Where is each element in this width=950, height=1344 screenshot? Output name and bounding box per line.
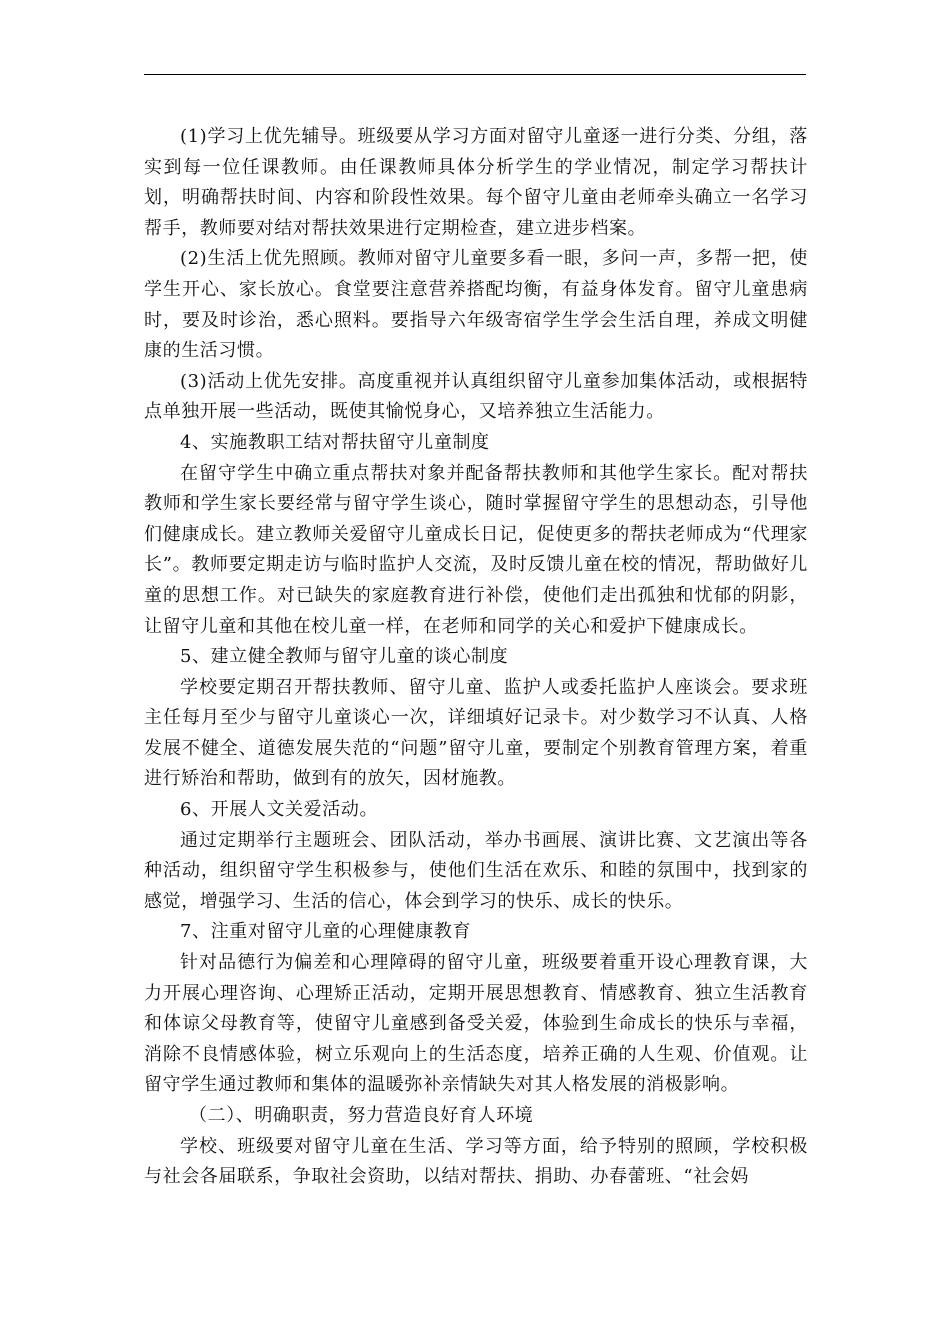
paragraph-item-7: 针对品德行为偏差和心理障碍的留守儿童，班级要着重开设心理教育课，大力开展心理咨询、心理矫正活动，定期开展思想教育、情感教育、独立生活教育和体谅父母教育等，使留守儿童感到备受关爱，体验到生命成长的快乐与幸福，消除不良情感体验，树立乐观向上的生活态度，培养正确的人生观、价值观。让留守学生通过教师和集体的温暖弥补亲情缺失对其人格发展的消极影响。 [144, 952, 808, 1096]
paragraph-life-priority: (2)生活上优先照顾。教师对留守儿童要多看一眼，多问一声，多帮一把，使学生开心、家长放心。食堂要注意营养搭配均衡，有益身体发育。留守儿童患病时，要及时诊治，悉心照料。要指导六年级寄宿学生学会生活自理，养成文明健康的生活习惯。 [144, 248, 808, 362]
paragraph-item-4: 在留守学生中确立重点帮扶对象并配备帮扶教师和其他学生家长。配对帮扶教师和学生家长要经常与留守学生谈心，随时掌握留守学生的思想动态，引导他们健康成长。建立教师关爱留守儿童成长日记，促使更多的帮扶老师成为“代理家长”。教师要定期走访与临时监护人交流，及时反馈儿童在校的情况，帮助做好儿童的思想工作。对已缺失的家庭教育进行补偿，使他们走出孤独和忧郁的阴影，让留守儿童和其他在校儿童一样，在老师和同学的关心和爱护下健康成长。 [144, 462, 808, 637]
paragraph-section-2: 学校、班级要对留守儿童在生活、学习等方面，给予特别的照顾，学校积极与社会各届联系，争取社会资助，以结对帮扶、捐助、办春蕾班、“社会妈 [144, 1135, 808, 1188]
header-rule [144, 74, 806, 75]
heading-item-7: 7、注重对留守儿童的心理健康教育 [180, 921, 472, 943]
heading-item-6: 6、开展人文关爱活动。 [180, 799, 379, 821]
section-heading-2: （二）、明确职责，努力营造良好育人环境 [189, 1105, 534, 1126]
document-body [144, 122, 808, 1193]
heading-item-5: 5、建立健全教师与留守儿童的谈心制度 [180, 646, 509, 668]
paragraph-item-5: 学校要定期召开帮扶教师、留守儿童、监护人或委托监护人座谈会。要求班主任每月至少与留守儿童谈心一次，详细填好记录卡。对少数学习不认真、人格发展不健全、道德发展失范的“问题”留守儿童，要制定个别教育管理方案，着重进行矫治和帮助，做到有的放矢，因材施教。 [144, 676, 808, 790]
paragraph-item-6: 通过定期举行主题班会、团队活动，举办书画展、演讲比赛、文艺演出等各种活动，组织留守学生积极参与，使他们生活在欢乐、和睦的氛围中，找到家的感觉，增强学习、生活的信心，体会到学习的快乐、成长的快乐。 [144, 829, 808, 912]
paragraph-study-priority: (1)学习上优先辅导。班级要从学习方面对留守儿童逐一进行分类、分组，落实到每一位任课教师。由任课教师具体分析学生的学业情况，制定学习帮扶计划，明确帮扶时间、内容和阶段性效果。每个留守儿童由老师牵头确立一名学习帮手，教师要对结对帮扶效果进行定期检查，建立进步档案。 [144, 126, 808, 239]
paragraph-activity-priority: (3)活动上优先安排。高度重视并认真组织留守儿童参加集体活动，或根据特点单独开展一些活动，既使其愉悦身心，又培养独立生活能力。 [144, 370, 808, 423]
heading-item-4: 4、实施教职工结对帮扶留守儿童制度 [180, 431, 490, 453]
